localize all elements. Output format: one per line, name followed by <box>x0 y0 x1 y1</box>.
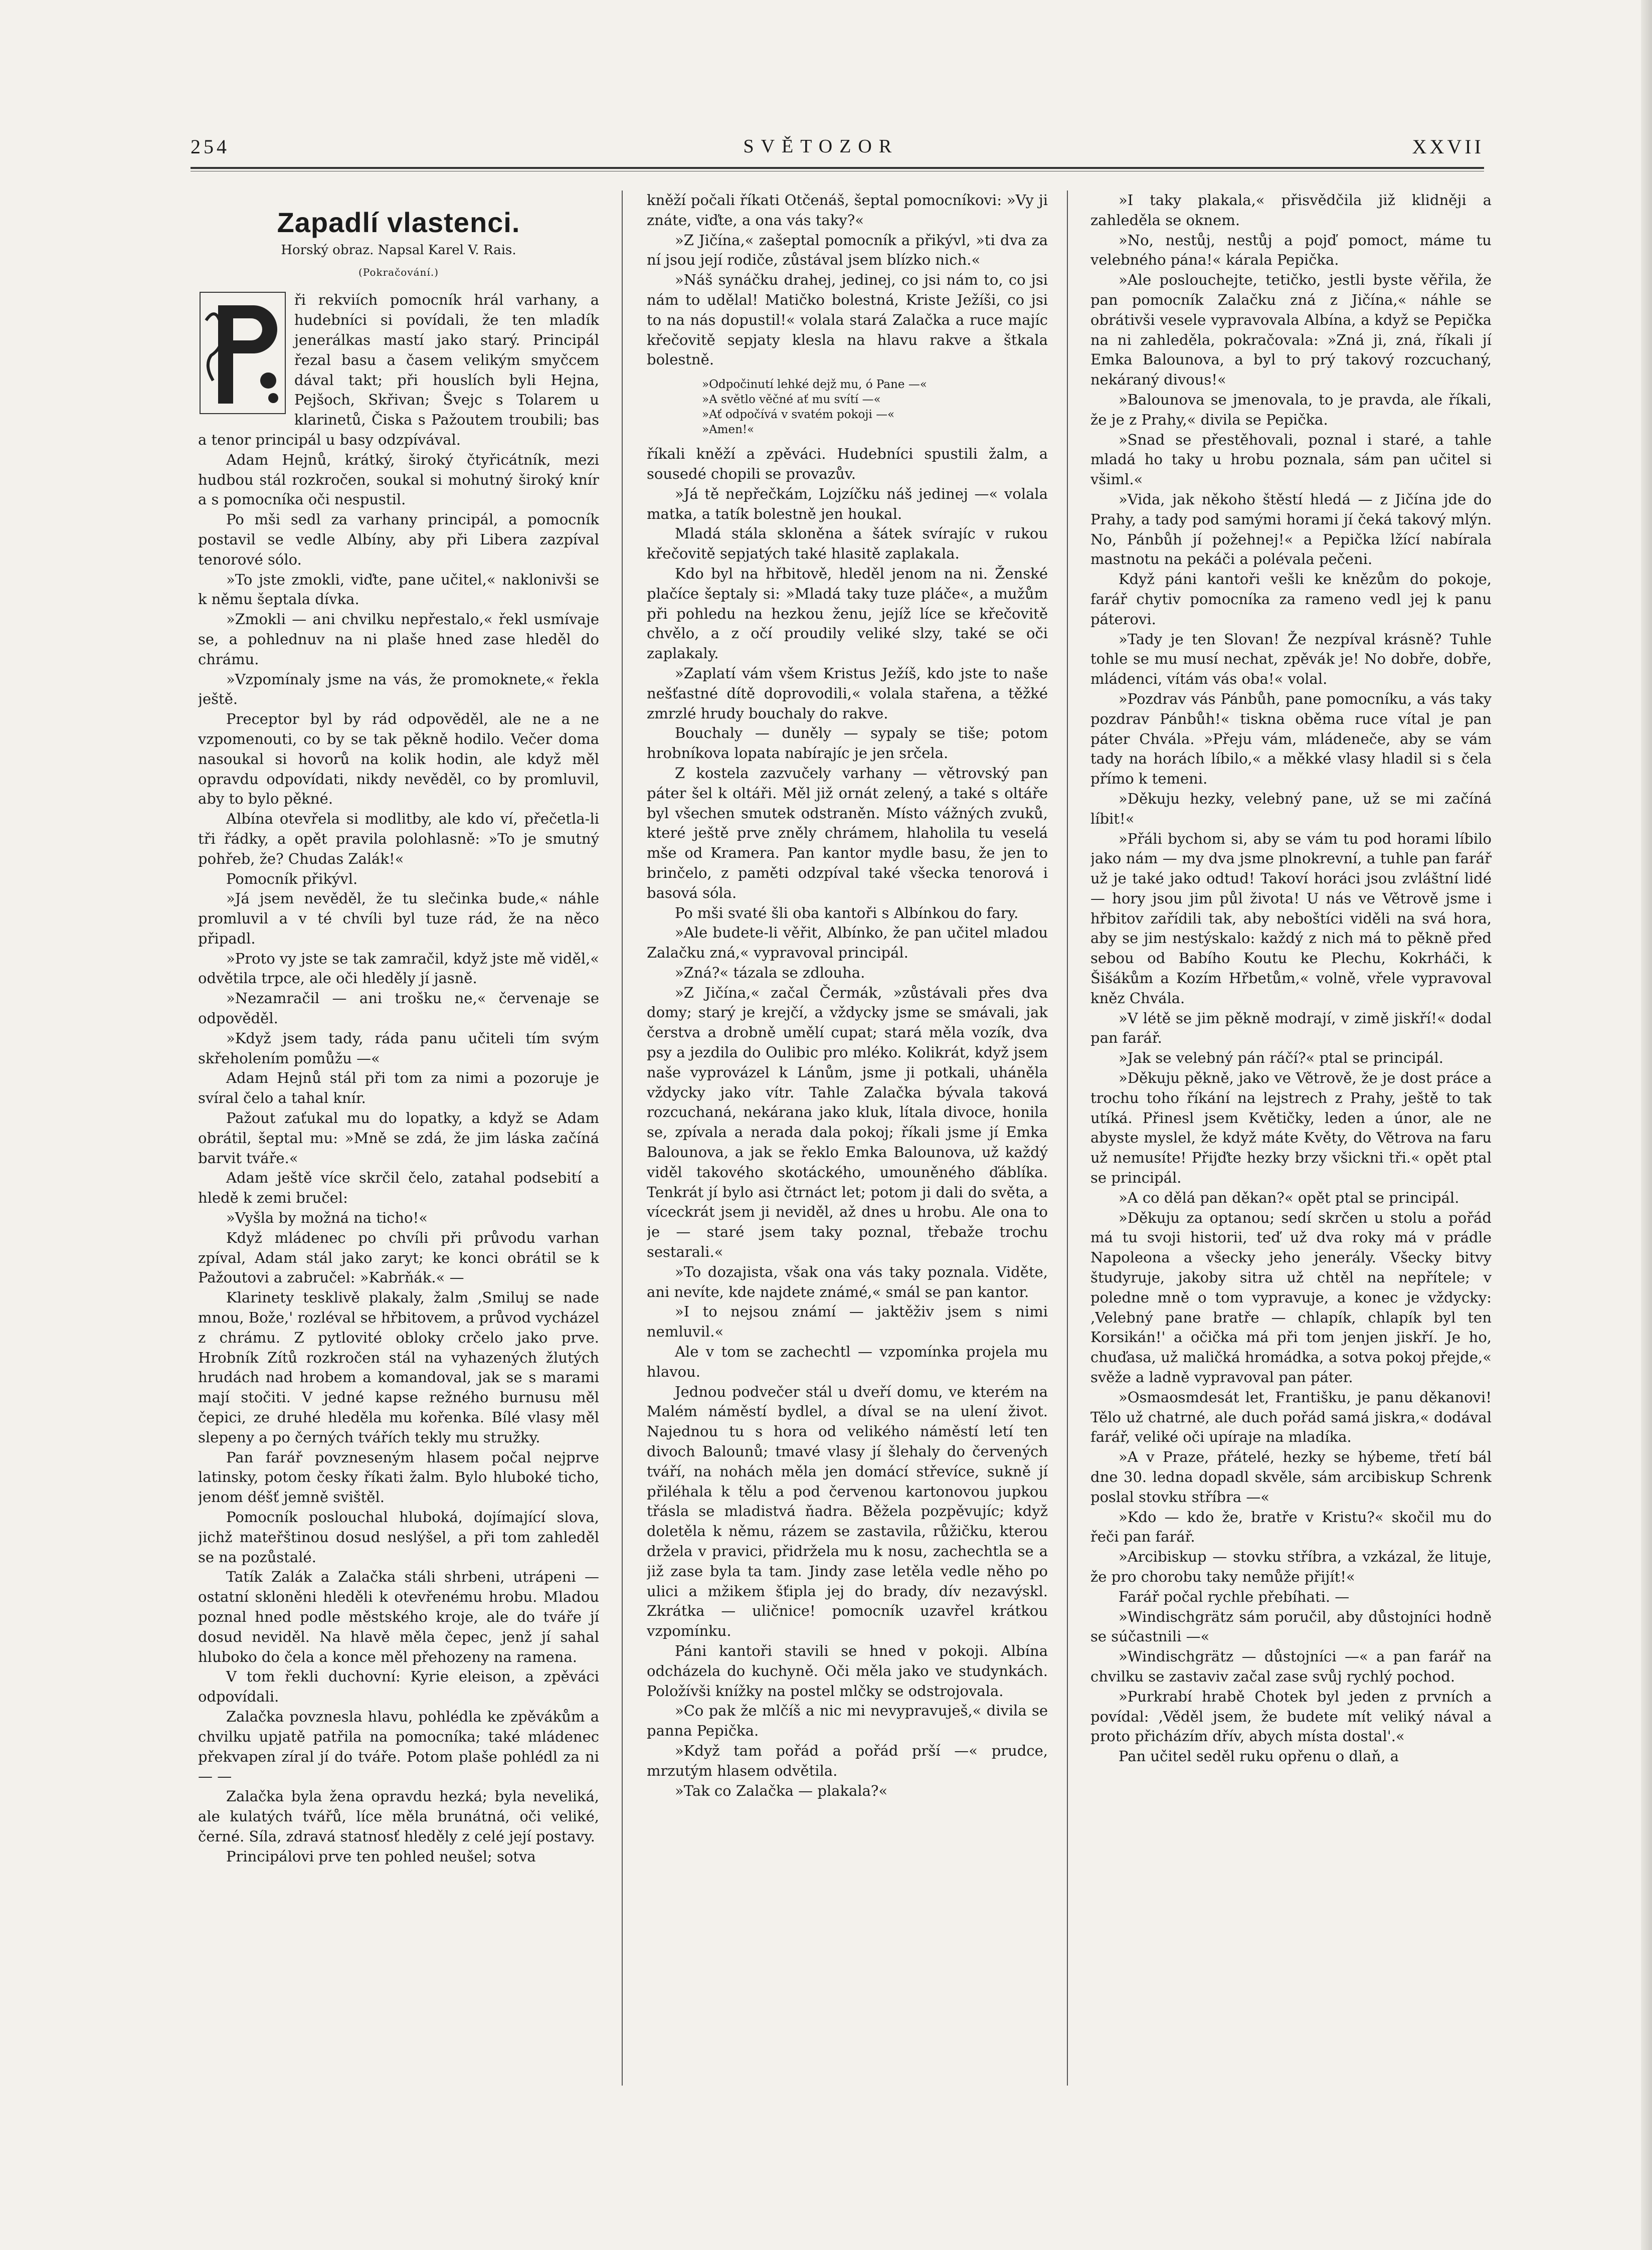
paragraph: Principálovi prve ten pohled neušel; sotva <box>226 1847 536 1865</box>
article-byline: Horský obraz. Napsal Karel V. Rais. <box>281 242 516 258</box>
paragraph: »Arcibiskup — stovku stříbra, a vzkázal, že lituje, že pro chorobu taky nemůže přijít!« <box>1090 1548 1492 1585</box>
verse-block <box>702 377 1048 437</box>
paragraph: »Zaplatí vám všem Kristus Ježíš, kdo jste to naše nešťastné dítě doprovodili,« volala stařena, a těžké zmrzlé hrudy bouchaly do rakve. <box>647 664 1048 722</box>
paragraph: »Vzpomínaly jsme na vás, že promoknete,« řekla ještě. <box>198 670 599 708</box>
paragraph: říkali kněží a zpěváci. Hudebníci spustili žalm, a sousedé chopili se provazův. <box>647 445 1048 482</box>
column-1 <box>198 191 599 2096</box>
paragraph: »To dozajista, však ona vás taky poznala. Viděte, ani nevíte, kde najdete známé,« smál se pan kantor. <box>647 1263 1048 1300</box>
paragraph: Pan farář povzneseným hlasem počal nejprve latinsky, potom česky říkati žalm. Bylo hluboké ticho, jenom déšť jemně svištěl. <box>198 1448 599 1506</box>
header-rule <box>191 167 1484 169</box>
paragraph: »Já jsem nevěděl, že tu slečinka bude,« náhle promluvil a v té chvíli byl tuze rád, že na něco připadl. <box>198 890 599 947</box>
paragraph: »Pozdrav vás Pánbůh, pane pomocníku, a vás taky pozdrav Pánbůh!« tiskna oběma ruce vítal je pan páter Chvála. »Přeju vám, mládeneče, aby se vám tady na horách líbilo,« a měkké vlasy hladil si s čela přímo k temeni. <box>1090 690 1492 788</box>
paragraph: Ale v tom se zachechtl — vzpomínka projela mu hlavou. <box>647 1343 1048 1380</box>
verse-line: »A světlo věčné ať mu svítí —« <box>702 393 881 407</box>
verse-line: »Ať odpočívá v svatém pokoji —« <box>702 408 895 422</box>
paragraph: »Z Jičína,« začal Čermák, »zůstávali přes dva domy; starý je krejčí, a vždycky jsme se smávali, jak čerstva a drobně umělí cupat; stará měla vozík, dva psy a jezdila do Oulibic pro mléko. Kolikrát, když jsem naše vyprovázel k Lánům, jsme ji potkali, uháněla vždycky jako vítr. Tahle Zalačka bývala taková rozcuchaná, nekárana jako kluk, lítala divoce, honila se, zpívala a nerada dala pokoj; říkali jsme jí Emka Balounova, a jak se řeklo Emka Balounova, už každý viděl takového skotáckého, umouněného ďáblíka. Tenkrát jí bylo asi čtrnáct let; potom ji dali do světa, a víceckrát jsem ji neviděl, až dnes u hrobu. Ale ona to je — staré jsem taky poznal, třebaže trochu sestarali.« <box>647 984 1048 1261</box>
paragraph: »Balounova se jmenovala, to je pravda, ale říkali, že je z Prahy,« divila se Pepička. <box>1090 391 1492 428</box>
column-separator <box>622 191 623 2086</box>
paragraph: »Nezamračil — ani trošku ne,« červenaje se odpověděl. <box>198 990 599 1027</box>
article-title: Zapadlí vlastenci. <box>277 207 520 238</box>
paragraph: »Děkuju za optanou; sedí skrčen u stolu a pořád má tu svoji historii, teď už dva roky má v prádle Napoleona a všecky jeho jenerály. Všecky bitvy študyruje, jakoby sitra už chtěl na nepřítele; v poledne mně o tom vypravuje, a konec je vždycky: ‚Velebný pane bratře — chlapík, chlapík byl ten Korsikán!' a očička má při tom jenjen jiskří. Je ho, chuďasa, už maličká hromádka, a sotva pokoj přejde,« svěže a ladně vypravoval pan páter. <box>1090 1209 1492 1386</box>
paragraph: Pomocník poslouchal hluboká, dojímající slova, jichž mateřštinou dosud neslýšel, a při tom zahleděl se na pozůstalé. <box>198 1509 599 1566</box>
paragraph: »Jak se velebný pán ráčí?« ptal se principál. <box>1119 1049 1443 1067</box>
paragraph: »Zná?« tázala se zdlouha. <box>675 964 865 981</box>
paragraph: kněží počali říkati Otčenáš, šeptal pomocníkovi: »Vy ji znáte, viďte, a ona vás taky?« <box>647 192 1048 229</box>
paragraph: Když páni kantoři vešli ke knězům do pokoje, farář chytiv pomocníka za rameno vedl jej k panu páterovi. <box>1090 571 1492 628</box>
paragraph: Kdo byl na hřbitově, hleděl jenom na ni. Ženské plačíce šeptaly si: »Mladá taky tuze pláče«, a mužům při pohledu na hezkou ženu, jejíž líce se křečovitě chvělo, a z očí proudily veliké slzy, také se oči zaplakaly. <box>647 565 1048 662</box>
paragraph: »Ale poslouchejte, tetičko, jestli byste věřila, že pan pomocník Zalačku zná z Jičína,« náhle se obrátivši vesele vypravovala Albína, a když se Pepička na ni zahleděla, pokračovala: »Zná ji, zná, říkali jí Emka Balounova, a byl to prý takový rozcuchaný, nekárаný divous!« <box>1090 271 1492 389</box>
paragraph: »Osmaosmdesát let, Františku, je panu děkanovi! Tělo už chatrné, ale duch pořád samá jiskra,« dodával farář, veliké oči upíraje na mladíka. <box>1090 1388 1492 1446</box>
paragraph: Zalačka povznesla hlavu, pohlédla ke zpěvákům a chvilku upjatě patřila na pomocníka; také mládenec překvapen zíral jí do tváře. Potom plaše pohlédl za ni — — <box>198 1708 599 1785</box>
paragraph: ři rekviích pomocník hrál varhany, a hudebníci si povídali, že ten mladík jenerálkas mastí jako starý. Principál řezal basu a časem velikým smyčcem dával takt; při houslích byli Hejna, Pejšoch, Skřivan; Švejc s Tolarem u klarinetů, Čiska s Pažoutem troubili; bas a tenor principál u basy odzpívával. <box>198 291 599 448</box>
paragraph: »Děkuju pěkně, jako ve Větrově, že je dost práce a trochu toho říkání na lejstrech z Prahy, ještě to tak utíká. Přinesl jsem Květičky, leden a únor, ale ne abyste myslel, že když máte Květy, do Větrova na faru už nemusíte! Přijďte hezky brzy všickni tři.« opět ptal se principál. <box>1090 1069 1492 1187</box>
paragraph: Pomocník přikývl. <box>226 870 358 887</box>
paragraph: »A v Praze, přátelé, hezky se hýbeme, třetí bál dne 30. ledna dopadl skvěle, sám arcibiskup Schrenk poslal stovku stříbra —« <box>1090 1448 1492 1506</box>
paragraph: Adam ještě více skrčil čelo, zatahal podsebití a hledě k zemi bručel: <box>198 1169 599 1207</box>
paragraph: Po mši sedl za varhany principál, a pomocník postavil se vedle Albíny, aby při Libera zazpíval tenorové sólo. <box>198 511 599 568</box>
paragraph: »Zmokli — ani chvilku nepřestalo,« řekl usmívaje se, a pohlednuv na ni plaše hned zase hleděl do chrámu. <box>198 611 599 668</box>
paragraph: »Vyšla by možná na ticho!« <box>226 1209 428 1227</box>
page-header <box>191 131 1484 161</box>
page-number: 254 <box>191 135 230 158</box>
paragraph: Zalačka byla žena opravdu hezká; byla neveliká, ale kulatých tvářů, líce měla brunátná, oči veliké, černé. Síla, zdravá statnosť hleděly z celé její postavy. <box>198 1788 599 1845</box>
paragraph: »To jste zmokli, viďte, pane učitel,« naklonivši se k němu šeptala dívka. <box>198 571 599 608</box>
paragraph: Mladá stála skloněna a šátek svírajíc v rukou křečovitě sepjatých také hlasitě zaplakala. <box>647 525 1048 562</box>
paragraph: Jednou podvečer stál u dveří domu, ve kterém na Malém náměstí bydlel, a díval se na ulení život. Najednou tu s hora od velikého náměstí letí ten divoch Balounů; tmavé vlasy jí šlehaly do červených tváří, na nohách měla jen domácí střevíce, sukně jí přiléhala k tělu a pod červenou kartonovou jupkou třásla se mladistvá ňadra. Běžela pozpěvujíc; když doletěla k němu, rázem se zastavila, růžičku, kterou držela v pravici, přidrželа mu k nosu, zachechtla se a již zase byla ta tam. Jindy zase letěla vedle něho po ulici a mžikem šťipla jej do brady, dív nezavýskl. Zkrátka — uličnice! pomocník uzavřel krátkou vzpomínku. <box>647 1383 1048 1640</box>
paragraph: »Když jsem tady, ráda panu učiteli tím svým skřeholením pomůžu —« <box>198 1029 599 1067</box>
column-separator <box>1067 191 1068 2086</box>
journal-title: SVĚTOZOR <box>743 136 899 157</box>
paragraph: »Já tě nepřečkám, Lojzíčku náš jedinej —« volala matka, a tatík bolestně jen houkal. <box>647 485 1048 522</box>
paragraph: Pažout zaťukal mu do lopatky, a když se Adam obrátil, šeptal mu: »Mně se zdá, že jim láska začíná barvit tváře.« <box>198 1109 599 1167</box>
paragraph: V tom řekli duchovní: Kyrie eleison, a zpěváci odpovídali. <box>198 1668 599 1706</box>
paragraph: »Co pak že mlčíš a nic mi nevypravuješ,« divila se panna Pepička. <box>647 1702 1048 1740</box>
verse-line: »Amen!« <box>702 423 755 437</box>
paragraph: Klarinety tesklivě plakaly, žalm ‚Smiluj se nade mnou, Bože,' rozléval se hřbitovem, a průvod vycházel z chrámu. Z pytlovité obloky crčelo jako prve. Hrobník Zítů rozkročen stál na vyhazených žlutých hrudách nad hrobem a komandoval, jak se s marami mají stočiti. V jedné kapse režného burnusu měl čepici, ze druhé hleděla mu kořenka. Bílé vlasy měl slepeny a po černých tvářích tekly mu stružky. <box>198 1289 599 1446</box>
paragraph: »Z Jičína,« zašeptal pomocník a přikývl, »ti dva za ní jsou její rodiče, zůstával jsem blízko nich.« <box>647 231 1048 269</box>
paragraph: Pan učitel seděl ruku opřenu o dlaň, a <box>1119 1748 1399 1765</box>
paragraph: »Kdo — kdo že, bratře v Kristu?« skočil mu do řeči pan farář. <box>1090 1508 1492 1546</box>
paragraph: »Tak co Zalačka — plakala?« <box>675 1782 888 1799</box>
paragraph: »I taky plakala,« přisvědčila již klidněji a zahleděla se oknem. <box>1090 192 1492 229</box>
paragraph: »Windischgrätz sám poručil, aby důstojníci hodně se súčastnili —« <box>1090 1608 1492 1645</box>
continued-note: (Pokračování.) <box>358 266 439 278</box>
paragraph: »No, nestůj, nestůj a pojď pomoct, máme tu velebného pána!« kárala Pepička. <box>1090 231 1492 269</box>
verse-line: »Odpočinutí lehké dejž mu, ó Pane —« <box>702 378 927 392</box>
column-2 <box>647 191 1048 2096</box>
paragraph: Adam Hejnů stál při tom za nimi a pozoruje je svíral čelo a tahal knír. <box>198 1069 599 1107</box>
paragraph: »Když tam pořád a pořád prší —« prudce, mrzutým hlasem odvětila. <box>647 1742 1048 1779</box>
paragraph: »Přáli bychom si, aby se vám tu pod horami líbilo jako nám — my dva jsme plnokrevní, a tuhle pan farář už je také jako odtud! Takoví horáci jsou zvláštní lidé — hory jsou jim půl života! U nás ve Větrově jsme i hřbitov zařídili tak, aby neboštíci viděli na svá hora, aby se jim nestýskalo: každý z nich má to pěkně před sebou od Babího Koutu ke Plechu, Kokrháči, k Šišákům a Kozím Hřbetům,« volně, vřele vypravoval kněz Chvála. <box>1090 830 1492 1007</box>
svg-text:P: P <box>238 352 247 369</box>
ornamental-drop-cap <box>198 290 287 416</box>
paragraph: »Děkuju hezky, velebný pane, už se mi začíná líbit!« <box>1090 790 1492 827</box>
paragraph: »A co dělá pan děkan?« opět ptal se principál. <box>1119 1189 1459 1206</box>
paragraph: Tatík Zalák a Zalačka stáli shrbeni, utrápeni — ostatní skloněni hleděli k otevřenému hrobu. Mladou poznal hned podle městského kroje, ale do tváře jí dosud neviděl. Na hlavě měla čepec, jenž jí sahal hluboko do čela a konce měl přehozeny na ramena. <box>198 1568 599 1665</box>
paragraph: »I to nejsou známí — jaktěživ jsem s nimi nemluvil.« <box>647 1303 1048 1341</box>
paragraph: »Snad se přestěhovali, poznal i staré, a tahle mladá ho taky u hrobu poznala, sám pan učitel si všiml.« <box>1090 431 1492 488</box>
column-3 <box>1090 191 1492 2096</box>
paragraph: »Náš synáčku drahej, jedinej, co jsi nám to, co jsi nám to udělal! Matičko bolestná, Kriste Ježíši, co jsi to na nás dopustil!« volala stará Zalačka a ruce majíc křečovitě sepjaty klesla na hlavu rakve a štkala bolestně. <box>647 271 1048 368</box>
volume-number: XXVII <box>1412 135 1484 158</box>
paragraph: »Vida, jak někoho štěstí hledá — z Jičína jde do Prahy, a tady pod samými horami jí čeká takový mlýn. No, Pánbůh jí požehnej!« a Pepička lžící nabírala mastnotu na pekáči a polévala pečeni. <box>1090 490 1492 568</box>
paragraph: Z kostela zazvučely varhany — větrovský pan páter šel k oltáři. Měl již ornát zelený, a také s oltáře byl všechen smutek odstraněn. Místo vážných zvuků, které ještě prve zněly chrámem, hlaholila tu veselá mše od Kramera. Pan kantor mydle basu, že jen to brinčelo, z paměti odzpíval také všecka tenorová i basová sóla. <box>647 764 1048 901</box>
paragraph: »V létě se jim pěkně modrají, v zimě jiskří!« dodal pan farář. <box>1090 1009 1492 1047</box>
paragraph: »Tady je ten Slovan! Že nezpíval krásně? Tuhle tohle se mu musí nechat, zpěvák je! No dobře, dobře, mládenci, vítám vás oba!« volal. <box>1090 630 1492 688</box>
page-edge <box>1641 0 1652 2250</box>
paragraph: »Purkrabí hrabě Chotek byl jeden z prvních a povídal: ‚Věděl jsem, že budete mít veliký nával a proto přicházím dřív, abych místa dostal'.« <box>1090 1688 1492 1745</box>
paragraph: Bouchaly — duněly — sypaly se tiše; potom hrobníkova lopata nabírajíc je jen srčela. <box>647 724 1048 762</box>
paragraph: Když mládenec po chvíli při průvodu varhan zpíval, Adam stál jako zaryt; ke konci obrátil se k Pažoutovi a zabručel: »Kabrňák.« — <box>198 1229 599 1286</box>
paragraph: »Proto vy jste se tak zamračil, když jste mě viděl,« odvětila trpce, ale oči hleděly jí jasně. <box>198 950 599 987</box>
paragraph: Páni kantoři stavili se hned v pokoji. Albína odcházela do kuchyně. Oči měla jako ve studynkách. Položívši knížky na postel mlčky se odstrojovala. <box>647 1642 1048 1700</box>
paragraph: »Ale budete-li věřit, Albínko, že pan učitel mladou Zalačku zná,« vypravoval principál. <box>647 924 1048 962</box>
paragraph: Preceptor byl by rád odpověděl, ale ne a ne vzpomenouti, co by se tak pěkně hodilo. Večer doma nasoukal si hovorů na kolik hodin, ale když měl opravdu odpovídati, nikdy nevěděl, co by promluvil, aby to bylo pěkné. <box>198 710 599 808</box>
paragraph: Adam Hejnů, krátký, široký čtyřicátník, mezi hudbou stál rozkročen, soukal si mohutný široký knír a s pomocníka oči nespustil. <box>198 451 599 508</box>
paragraph: Farář počal rychle přebíhati. — <box>1119 1588 1350 1605</box>
paragraph: Albína otevřela si modlitby, ale kdo ví, přečetla-li tři řádky, a opět pravila polohlasně: »To je smutný pohřeb, že? Chudas Zalák!« <box>198 810 599 867</box>
paragraph: Po mši svaté šli oba kantoři s Albínkou do fary. <box>675 904 1019 921</box>
paragraph: »Windischgrätz — důstojníci —« a pan farář na chvilku se zastaviv začal zase svůj rychlý pochod. <box>1090 1648 1492 1685</box>
